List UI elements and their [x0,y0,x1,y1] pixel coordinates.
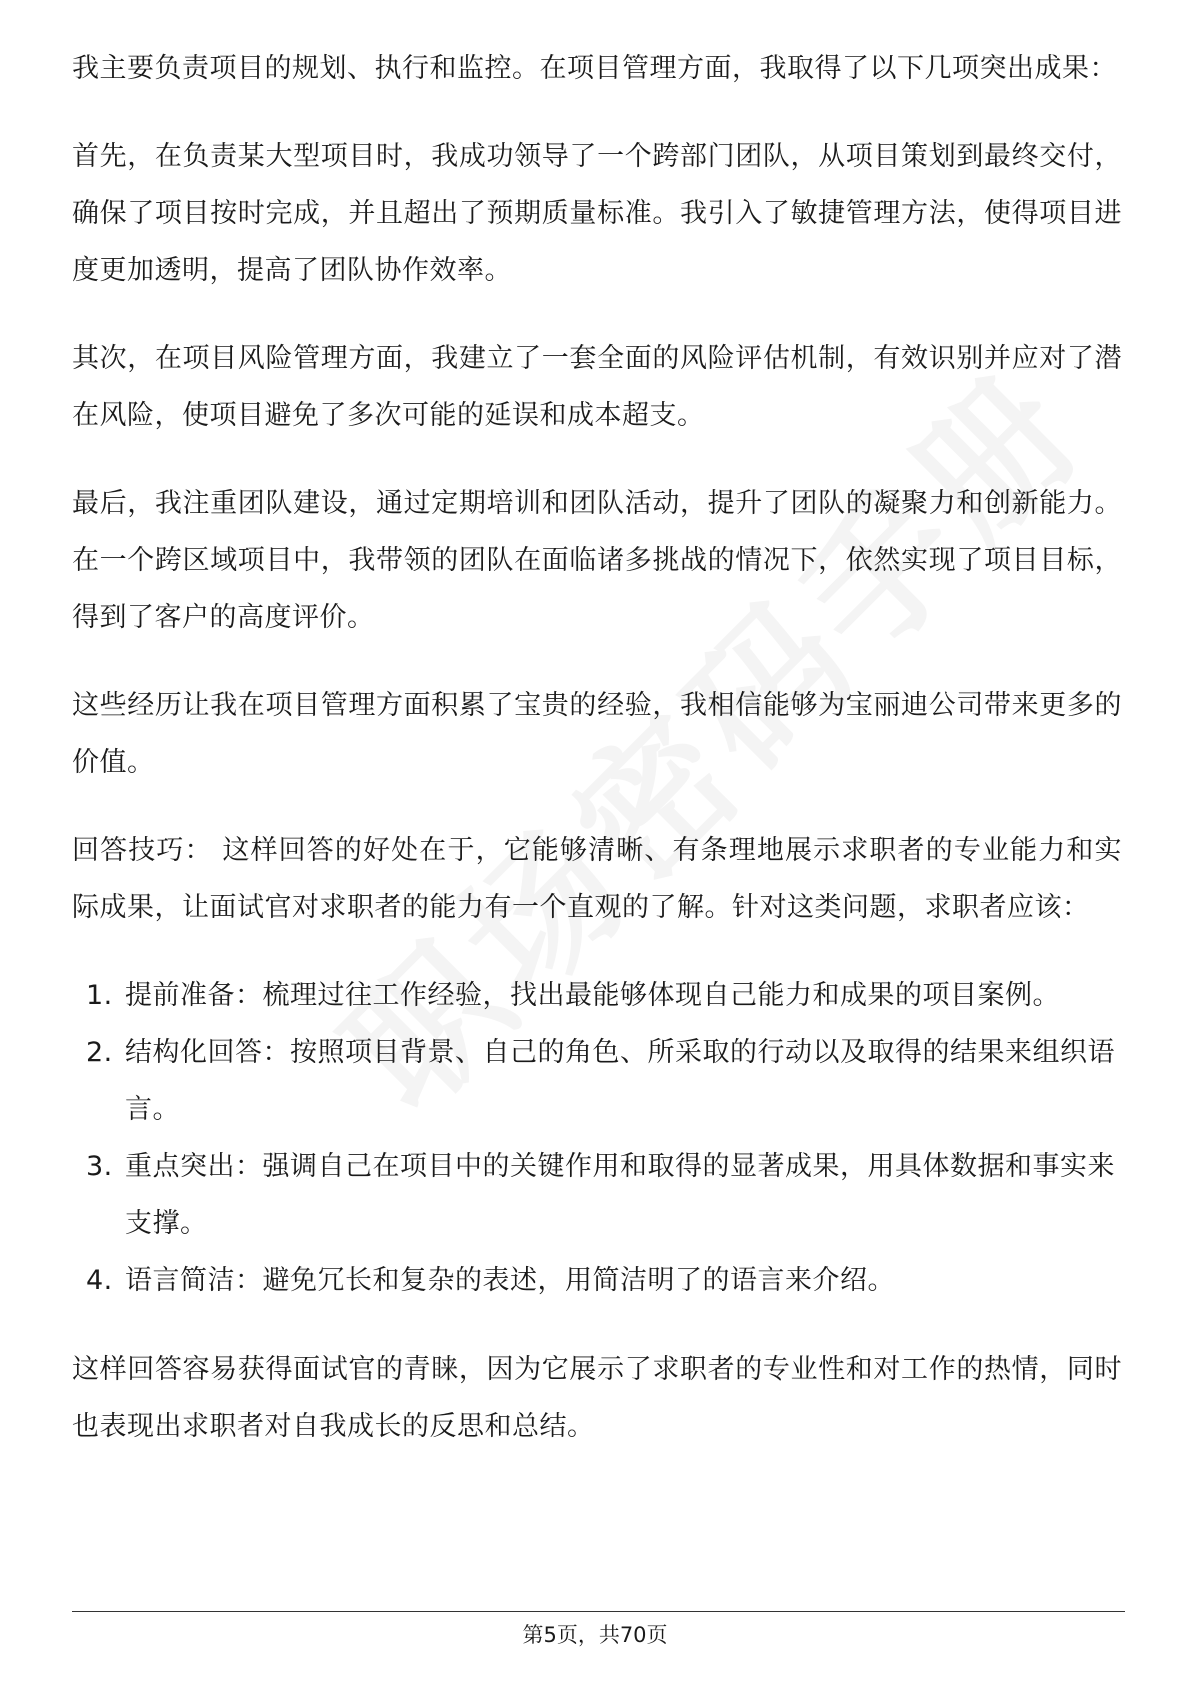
list-item-text: 提前准备：梳理过往工作经验，找出最能够体现自己能力和成果的项目案例。 [125,980,1060,1011]
list-number: 2. [86,1037,113,1068]
list-number: 3. [86,1151,113,1182]
list-number: 4. [86,1265,113,1296]
paragraph-closing: 这样回答容易获得面试官的青睐，因为它展示了求职者的专业性和对工作的热情，同时也表现出求职者对自我成长的反思和总结。 [72,1354,1122,1442]
paragraph-answer-tips: 回答技巧： 这样回答的好处在于，它能够清晰、有条理地展示求职者的专业能力和实际成果，让面试官对求职者的能力有一个直观的了解。针对这类问题，求职者应该： [72,835,1122,923]
paragraph-first: 首先，在负责某大型项目时，我成功领导了一个跨部门团队，从项目策划到最终交付，确保了项目按时完成，并且超出了预期质量标准。我引入了敏捷管理方法，使得项目进度更加透明，提高了团队协作效率。 [72,141,1122,286]
document-body [72,40,1122,1600]
list-item [72,1024,1122,1138]
list-item [72,1252,1122,1309]
list-item-text: 重点突出：强调自己在项目中的关键作用和取得的显著成果，用具体数据和事实来支撑。 [125,1151,1115,1239]
list-item-text: 语言简洁：避免冗长和复杂的表述，用简洁明了的语言来介绍。 [125,1265,895,1296]
paragraph-intro: 我主要负责项目的规划、执行和监控。在项目管理方面，我取得了以下几项突出成果： [72,53,1117,84]
page-number: 第5页，共70页 [522,1623,668,1647]
paragraph-last: 最后，我注重团队建设，通过定期培训和团队活动，提升了团队的凝聚力和创新能力。在一个跨区域项目中，我带领的团队在面临诸多挑战的情况下，依然实现了项目目标，得到了客户的高度评价。 [72,488,1122,633]
list-item [72,1138,1122,1252]
list-item [72,967,1122,1024]
paragraph-second: 其次，在项目风险管理方面，我建立了一套全面的风险评估机制，有效识别并应对了潜在风险，使项目避免了多次可能的延误和成本超支。 [72,343,1122,431]
list-number: 1. [86,980,113,1011]
paragraph-summary: 这些经历让我在项目管理方面积累了宝贵的经验，我相信能够为宝丽迪公司带来更多的价值。 [72,690,1122,778]
tips-list [72,967,1122,1309]
list-item-text: 结构化回答：按照项目背景、自己的角色、所采取的行动以及取得的结果来组织语言。 [125,1037,1115,1125]
footer-divider [72,1611,1125,1612]
